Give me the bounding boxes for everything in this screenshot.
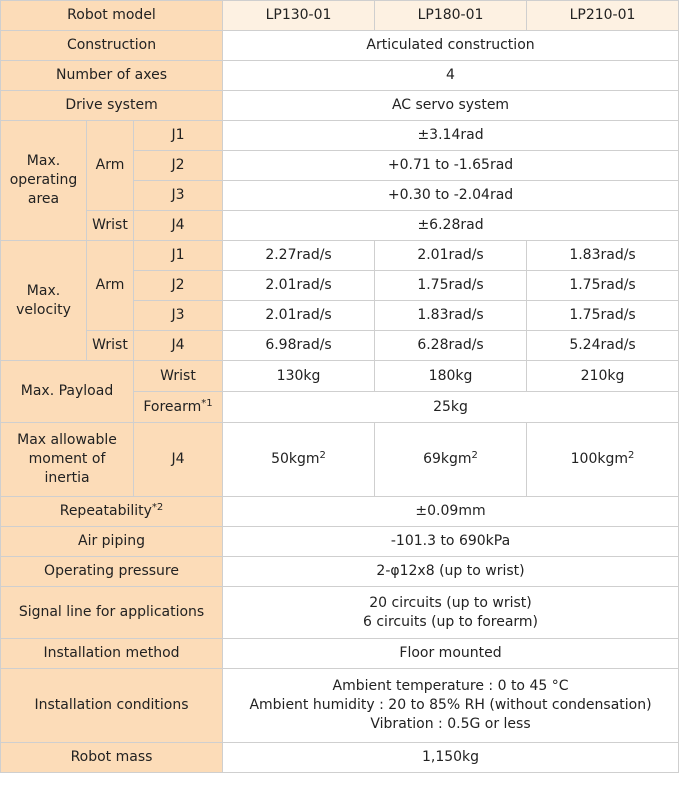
model-lp180-header: LP180-01 <box>375 1 527 31</box>
construction-value: Articulated construction <box>223 31 679 61</box>
joint-label: J2 <box>134 271 223 301</box>
operating-area-j3-value: +0.30 to -2.04rad <box>223 181 679 211</box>
velocity-cell: 5.24rad/s <box>527 331 679 361</box>
inertia-cell: 69kgm$^2$ <box>375 423 527 497</box>
velocity-cell: 6.98rad/s <box>223 331 375 361</box>
velocity-cell: 2.01rad/s <box>223 271 375 301</box>
table-row <box>1 423 679 497</box>
inertia-cell: 50kgm$^2$ <box>223 423 375 497</box>
payload-cell: 180kg <box>375 361 527 392</box>
joint-label: J4 <box>134 211 223 241</box>
air-piping-label: Air piping <box>1 527 223 557</box>
footnote-marker: *2 <box>151 502 164 513</box>
axes-value: 4 <box>223 61 679 91</box>
velocity-arm-label: Arm <box>87 241 134 331</box>
payload-cell: 210kg <box>527 361 679 392</box>
joint-label: J3 <box>134 181 223 211</box>
repeatability-value: ±0.09mm <box>223 497 679 527</box>
table-row <box>1 1 679 31</box>
operating-area-j1-value: ±3.14rad <box>223 121 679 151</box>
joint-label: J3 <box>134 301 223 331</box>
operating-area-j2-value: +0.71 to -1.65rad <box>223 151 679 181</box>
table-row <box>1 331 679 361</box>
joint-label: J4 <box>134 331 223 361</box>
payload-label: Max. Payload <box>1 361 134 423</box>
installation-method-label: Installation method <box>1 639 223 669</box>
installation-method-value: Floor mounted <box>223 639 679 669</box>
payload-forearm-value: 25kg <box>223 392 679 423</box>
drive-label: Drive system <box>1 91 223 121</box>
signal-line-forearm: 6 circuits (up to forearm) <box>363 613 539 630</box>
model-lp130-header: LP130-01 <box>223 1 375 31</box>
velocity-cell: 1.75rad/s <box>375 271 527 301</box>
table-row <box>1 527 679 557</box>
table-row <box>1 557 679 587</box>
joint-label: J1 <box>134 121 223 151</box>
table-row <box>1 121 679 151</box>
table-row <box>1 241 679 271</box>
velocity-cell: 2.01rad/s <box>223 301 375 331</box>
table-row <box>1 587 679 639</box>
velocity-cell: 1.75rad/s <box>527 271 679 301</box>
table-row <box>1 31 679 61</box>
operating-area-arm-label: Arm <box>87 121 134 211</box>
payload-wrist-label: Wrist <box>134 361 223 392</box>
axes-label: Number of axes <box>1 61 223 91</box>
robot-model-label: Robot model <box>1 1 223 31</box>
installation-conditions-label: Installation conditions <box>1 669 223 743</box>
joint-label: J2 <box>134 151 223 181</box>
velocity-wrist-label: Wrist <box>87 331 134 361</box>
table-row <box>1 497 679 527</box>
velocity-cell: 1.83rad/s <box>527 241 679 271</box>
table-row <box>1 639 679 669</box>
joint-label: J4 <box>134 423 223 497</box>
table-row <box>1 361 679 392</box>
signal-line-wrist: 20 circuits (up to wrist) <box>369 594 532 611</box>
table-row <box>1 211 679 241</box>
inertia-label: Max allowable moment of inertia <box>1 423 134 497</box>
robot-mass-label: Robot mass <box>1 743 223 773</box>
drive-value: AC servo system <box>223 91 679 121</box>
air-piping-value: -101.3 to 690kPa <box>223 527 679 557</box>
repeatability-label: Repeatability$^{*2}$ <box>1 497 223 527</box>
ambient-humidity: Ambient humidity : 20 to 85% RH (without condensation) <box>249 697 652 713</box>
velocity-cell: 2.01rad/s <box>375 241 527 271</box>
inertia-cell: 100kgm$^2$ <box>527 423 679 497</box>
vibration: Vibration : 0.5G or less <box>370 716 531 732</box>
payload-cell: 130kg <box>223 361 375 392</box>
table-row <box>1 61 679 91</box>
model-lp210-header: LP210-01 <box>527 1 679 31</box>
robot-mass-value: 1,150kg <box>223 743 679 773</box>
operating-area-label: Max. operating area <box>1 121 87 241</box>
construction-label: Construction <box>1 31 223 61</box>
table-row <box>1 743 679 773</box>
operating-pressure-value: 2-φ12x8 (up to wrist) <box>223 557 679 587</box>
footnote-marker: *1 <box>201 397 213 409</box>
velocity-cell: 6.28rad/s <box>375 331 527 361</box>
installation-conditions-value <box>223 669 679 743</box>
signal-line-label: Signal line for applications <box>1 587 223 639</box>
payload-forearm-label: Forearm$^{*1}$ <box>134 392 223 423</box>
velocity-cell: 2.27rad/s <box>223 241 375 271</box>
ambient-temperature: Ambient temperature : 0 to 45 °C <box>332 678 569 694</box>
joint-label: J1 <box>134 241 223 271</box>
table-row <box>1 669 679 743</box>
operating-area-wrist-label: Wrist <box>87 211 134 241</box>
operating-pressure-label: Operating pressure <box>1 557 223 587</box>
signal-line-value <box>223 587 679 639</box>
operating-area-j4-value: ±6.28rad <box>223 211 679 241</box>
velocity-cell: 1.75rad/s <box>527 301 679 331</box>
table-row <box>1 91 679 121</box>
velocity-cell: 1.83rad/s <box>375 301 527 331</box>
velocity-label: Max. velocity <box>1 241 87 361</box>
